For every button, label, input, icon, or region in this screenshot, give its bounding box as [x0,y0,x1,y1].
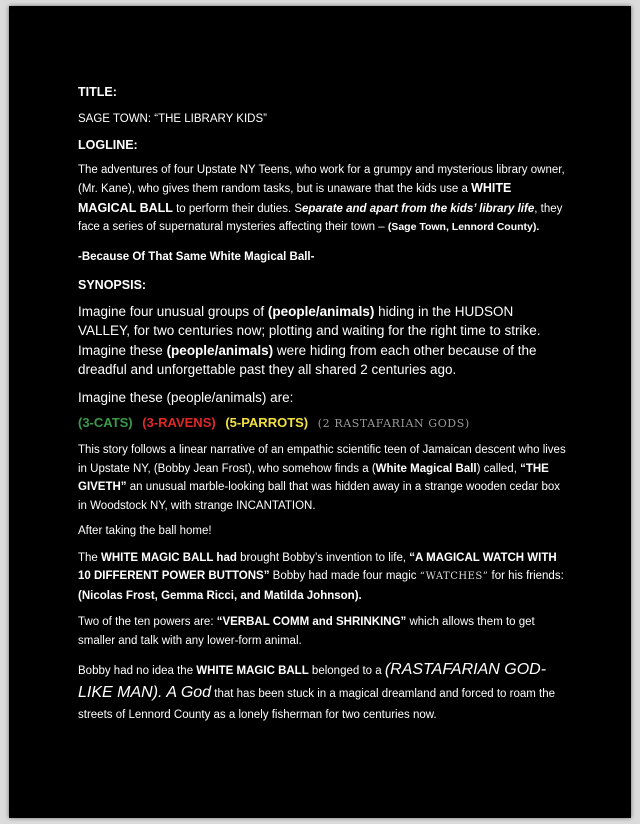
after-line: After taking the ball home! [78,525,212,537]
powers-paragraph: Two of the ten powers are: “VERBAL COMM and SHRINKING” which allows them to get smaller and talk with any lower-form animal. [78,616,535,647]
synopsis-label: SYNOPSIS: [78,277,147,292]
group-ravens: (3-RAVENS) [142,415,216,430]
document-page [9,6,631,818]
because-line: -Because Of That Same White Magical Ball- [78,250,315,263]
imagine-paragraph-1: Imagine four unusual groups of (people/animals) hiding in the HUDSON VALLEY, for two centuries now; plotting and waiting for the right time to strike. Imagine these (people/animals) were hiding from each other because of the dreadful and unforgettable past they all shared 2 centuries ago. [78,303,541,377]
groups-line [78,413,568,433]
story-paragraph: This story follows a linear narrative of an empathic scientific teen of Jamaican descent who lives in Upstate NY, (Bobby Jean Frost), who somehow finds a (White Magical Ball) called, “THE GIVETH” an unusual marble-looking ball that was hidden away in a strange wooden cedar box in Woodstock NY, with strange INCANTATION. [78,444,566,512]
group-gods: (2 RASTAFARIAN GODS) [317,417,470,430]
watch-paragraph: The WHITE MAGIC BALL had brought Bobby’s invention to life, “A MAGICAL WATCH WITH 10 DIFFERENT POWER BUTTONS” Bobby had made four magic “WATCHES” for his friends: (Nicolas Frost, Gemma Ricci, and Matilda Johnson). [78,551,564,602]
title-value: SAGE TOWN: “THE LIBRARY KIDS” [78,113,267,125]
logline-paragraph: The adventures of four Upstate NY Teens, who work for a grumpy and mysterious library owner, (Mr. Kane), who gives them random tasks, but is unaware that the kids use a WHITE MAGICAL BALL to perform their duties. Separate and apart from the kids’ library life, they face a series of supernatural mysteries affecting their town – (Sage Town, Lennord County). [78,163,565,233]
document-content [78,72,568,726]
logline-label: LOGLINE: [78,137,138,152]
bobby-paragraph: Bobby had no idea the WHITE MAGIC BALL belonged to a (RASTAFARIAN GOD-LIKE MAN). A God that has been stuck in a magical dreamland and forced to roam the streets of Lennord County as a lonely fisherman for two centuries now. [78,661,555,721]
imagine-paragraph-2: Imagine these (people/animals) are: [78,389,294,405]
group-cats: (3-CATS) [78,415,133,430]
group-parrots: (5-PARROTS) [225,415,309,430]
title-label: TITLE: [78,85,117,99]
